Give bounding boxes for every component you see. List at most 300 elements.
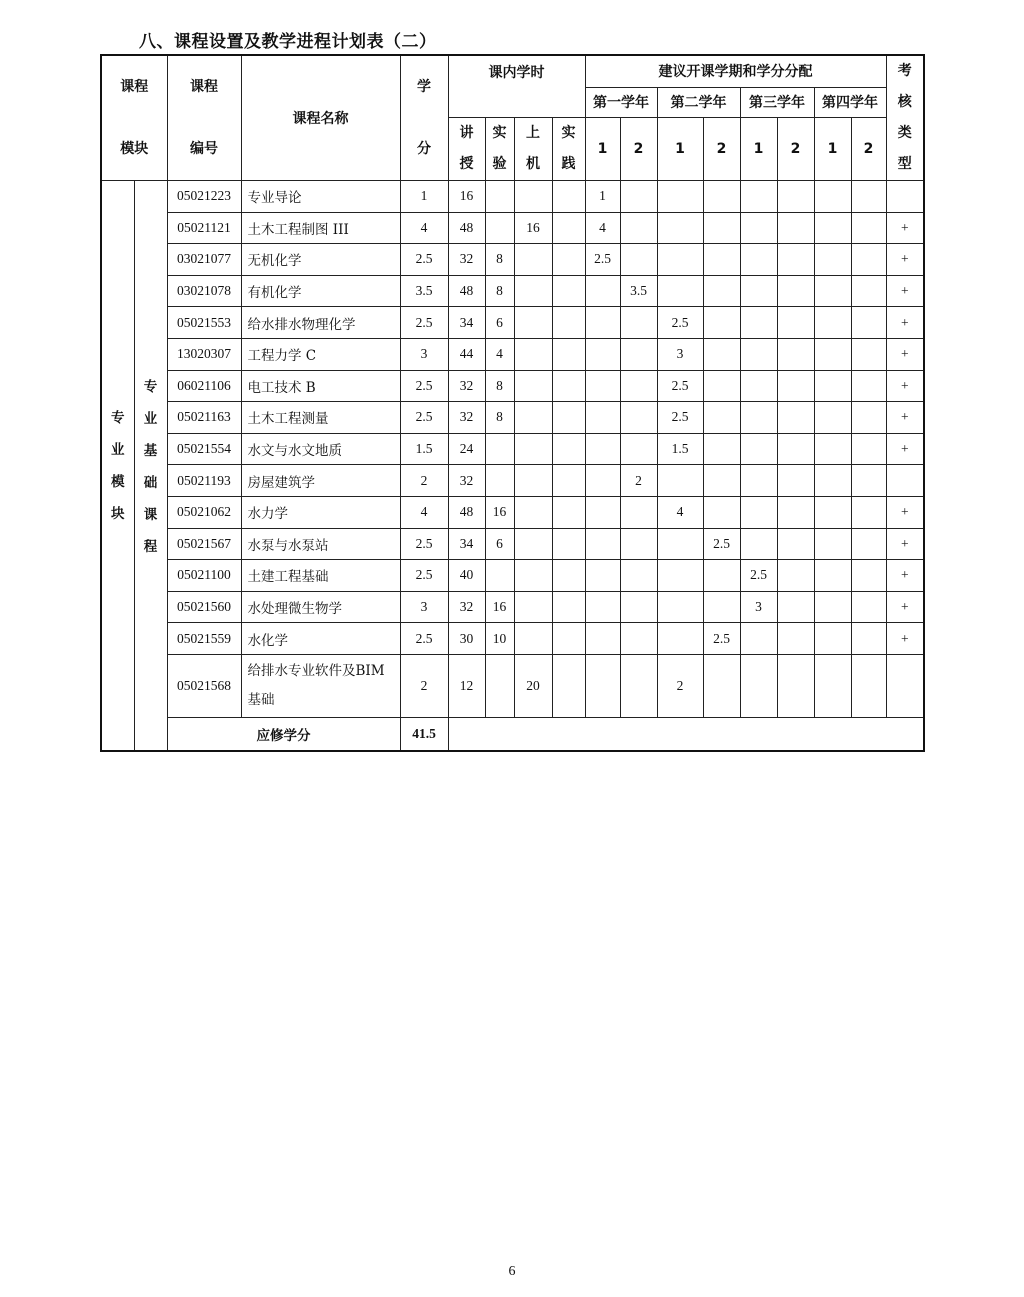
header-term: 2 [703,117,740,180]
header-name: 课程名称 [241,55,400,181]
header-term: 1 [585,117,620,180]
course-name: 有机化学 [241,275,400,307]
hours-practice [552,402,585,434]
term-credit [814,654,851,717]
term-credit: 1.5 [657,433,703,465]
term-credit [657,591,703,623]
hours-practice [552,654,585,717]
hours-practice [552,591,585,623]
header-lecture: 讲 授 [448,117,485,180]
table-row [101,433,924,465]
hours-computer [514,275,552,307]
course-code: 05021559 [167,623,241,655]
course-name: 给排水专业软件及BIM 基础 [241,654,400,717]
table-row [101,307,924,339]
term-credit [777,591,814,623]
course-credit: 1.5 [400,433,448,465]
term-credit [585,591,620,623]
header-year-4: 第四学年 [814,87,886,117]
hours-lab: 8 [485,370,514,402]
term-credit [740,212,777,244]
term-credit [657,528,703,560]
term-credit [657,560,703,592]
hours-lab: 4 [485,338,514,370]
course-credit: 3 [400,338,448,370]
term-credit [703,496,740,528]
term-credit [851,560,886,592]
hours-lab: 6 [485,528,514,560]
course-name: 水泵与水泵站 [241,528,400,560]
table-row [101,654,924,717]
course-credit: 2.5 [400,560,448,592]
hours-lecture: 32 [448,465,485,497]
term-credit: 3.5 [620,275,657,307]
hours-practice [552,528,585,560]
hours-practice [552,181,585,213]
hours-computer [514,623,552,655]
hours-computer: 20 [514,654,552,717]
term-credit [814,528,851,560]
course-name: 土木工程测量 [241,402,400,434]
term-credit [814,402,851,434]
term-credit [777,370,814,402]
term-credit [585,654,620,717]
hours-practice [552,370,585,402]
term-credit [740,307,777,339]
hours-lab: 16 [485,591,514,623]
term-credit [657,275,703,307]
term-credit [814,623,851,655]
hours-computer [514,244,552,276]
course-name: 专业导论 [241,181,400,213]
term-credit [777,338,814,370]
term-credit [740,496,777,528]
hours-practice [552,560,585,592]
hours-computer [514,465,552,497]
course-code: 05021100 [167,560,241,592]
term-credit [585,433,620,465]
term-credit [703,212,740,244]
course-code: 05021567 [167,528,241,560]
course-code: 13020307 [167,338,241,370]
term-credit [585,528,620,560]
term-credit [585,496,620,528]
header-year-2: 第二学年 [657,87,740,117]
term-credit [851,212,886,244]
term-credit [740,181,777,213]
term-credit: 3 [740,591,777,623]
table-row [101,465,924,497]
term-credit [620,244,657,276]
hours-lab [485,465,514,497]
term-credit [814,275,851,307]
hours-practice [552,623,585,655]
term-credit [585,275,620,307]
term-credit: 2.5 [585,244,620,276]
total-label: 应修学分 [167,717,400,751]
header-practice: 实 践 [552,117,585,180]
exam-type: + [886,212,924,244]
hours-practice [552,433,585,465]
hours-lab [485,212,514,244]
term-credit [777,496,814,528]
term-credit [740,338,777,370]
hours-lecture: 34 [448,528,485,560]
term-credit: 2.5 [657,370,703,402]
term-credit [814,244,851,276]
header-computer: 上 机 [514,117,552,180]
term-credit [740,370,777,402]
term-credit [851,370,886,402]
table-row [101,496,924,528]
page-title: 八、课程设置及教学进程计划表（二） [139,32,437,52]
table-row [101,212,924,244]
term-credit [851,244,886,276]
course-credit: 3 [400,591,448,623]
term-credit [777,465,814,497]
term-credit [620,654,657,717]
hours-practice [552,244,585,276]
course-name: 水力学 [241,496,400,528]
term-credit [740,623,777,655]
course-code: 05021121 [167,212,241,244]
hours-computer [514,307,552,339]
hours-computer [514,402,552,434]
exam-type: + [886,244,924,276]
hours-lab: 8 [485,402,514,434]
course-credit: 4 [400,496,448,528]
header-term: 2 [620,117,657,180]
term-credit [777,181,814,213]
term-credit [585,402,620,434]
course-credit: 1 [400,181,448,213]
term-credit [851,402,886,434]
hours-practice [552,338,585,370]
hours-lecture: 30 [448,623,485,655]
term-credit [814,496,851,528]
hours-computer [514,181,552,213]
hours-lab: 6 [485,307,514,339]
course-name: 无机化学 [241,244,400,276]
exam-type: + [886,433,924,465]
term-credit [740,402,777,434]
term-credit [657,244,703,276]
term-credit: 2.5 [657,402,703,434]
term-credit [703,433,740,465]
header-credit: 学 分 [400,55,448,181]
total-remainder [448,717,924,751]
hours-computer: 16 [514,212,552,244]
hours-lecture: 32 [448,402,485,434]
term-credit [703,307,740,339]
term-credit [740,654,777,717]
term-credit [703,654,740,717]
hours-computer [514,528,552,560]
course-name: 工程力学 C [241,338,400,370]
course-code: 03021078 [167,275,241,307]
term-credit [777,623,814,655]
course-code: 05021223 [167,181,241,213]
term-credit [657,181,703,213]
exam-type [886,465,924,497]
course-name: 给水排水物理化学 [241,307,400,339]
term-credit [703,402,740,434]
term-credit [585,370,620,402]
course-code: 05021062 [167,496,241,528]
header-term: 2 [777,117,814,180]
course-code: 03021077 [167,244,241,276]
header-term: 1 [740,117,777,180]
hours-computer [514,591,552,623]
term-credit [585,338,620,370]
hours-computer [514,560,552,592]
header-hours-group: 课内学时 [448,55,585,117]
table-row [101,528,924,560]
term-credit [657,212,703,244]
course-name: 水化学 [241,623,400,655]
course-credit: 3.5 [400,275,448,307]
hours-practice [552,275,585,307]
exam-type: + [886,496,924,528]
hours-lecture: 48 [448,212,485,244]
total-credit: 41.5 [400,717,448,751]
term-credit [620,528,657,560]
hours-lecture: 12 [448,654,485,717]
term-credit [620,560,657,592]
hours-lecture: 48 [448,275,485,307]
course-code: 05021553 [167,307,241,339]
hours-practice [552,496,585,528]
hours-computer [514,370,552,402]
term-credit [703,591,740,623]
term-credit [703,244,740,276]
header-term: 1 [814,117,851,180]
hours-lab [485,654,514,717]
hours-lab: 8 [485,275,514,307]
exam-type: + [886,560,924,592]
course-credit: 2 [400,465,448,497]
exam-type: + [886,591,924,623]
term-credit [777,212,814,244]
term-credit [814,338,851,370]
term-credit [703,275,740,307]
term-credit [814,591,851,623]
term-credit [740,528,777,560]
term-credit [703,338,740,370]
term-credit [740,433,777,465]
header-code: 课程 编号 [167,55,241,181]
term-credit: 4 [657,496,703,528]
term-credit [585,623,620,655]
course-code: 05021193 [167,465,241,497]
table-row [101,338,924,370]
table-row [101,402,924,434]
term-credit: 2.5 [740,560,777,592]
term-credit [851,338,886,370]
hours-practice [552,307,585,339]
term-credit [814,560,851,592]
term-credit [851,528,886,560]
header-year-3: 第三学年 [740,87,814,117]
term-credit [851,181,886,213]
term-credit [703,465,740,497]
term-credit [620,370,657,402]
term-credit [620,591,657,623]
course-credit: 2.5 [400,623,448,655]
header-exam-type: 考 核 类 型 [886,55,924,181]
exam-type [886,181,924,213]
term-credit [851,623,886,655]
term-credit [814,212,851,244]
hours-computer [514,496,552,528]
term-credit [703,181,740,213]
term-credit [703,370,740,402]
course-code: 05021568 [167,654,241,717]
term-credit [620,181,657,213]
course-credit: 2.5 [400,402,448,434]
hours-lecture: 16 [448,181,485,213]
table-row [101,244,924,276]
term-credit [777,402,814,434]
hours-lecture: 44 [448,338,485,370]
term-credit [777,307,814,339]
course-name: 房屋建筑学 [241,465,400,497]
course-name: 土建工程基础 [241,560,400,592]
hours-lecture: 32 [448,244,485,276]
table-row [101,370,924,402]
term-credit [851,275,886,307]
hours-lab [485,560,514,592]
hours-computer [514,338,552,370]
term-credit [777,654,814,717]
exam-type: + [886,307,924,339]
exam-type: + [886,623,924,655]
term-credit [777,275,814,307]
hours-lecture: 32 [448,370,485,402]
term-credit [777,244,814,276]
course-code: 05021554 [167,433,241,465]
exam-type: + [886,528,924,560]
table-row [101,181,924,213]
course-credit: 2.5 [400,244,448,276]
exam-type: + [886,402,924,434]
term-credit [620,402,657,434]
term-credit [851,496,886,528]
hours-lab: 16 [485,496,514,528]
term-credit [585,465,620,497]
term-credit: 3 [657,338,703,370]
term-credit [814,307,851,339]
term-credit [740,275,777,307]
hours-lab: 10 [485,623,514,655]
page-number: 6 [508,1264,516,1279]
term-credit [620,496,657,528]
term-credit [585,307,620,339]
term-credit [657,465,703,497]
course-credit: 4 [400,212,448,244]
term-credit [814,181,851,213]
term-credit [620,338,657,370]
table-row [101,623,924,655]
course-code: 06021106 [167,370,241,402]
course-credit: 2.5 [400,370,448,402]
term-credit [585,560,620,592]
hours-practice [552,212,585,244]
term-credit [777,560,814,592]
category-label: 专 业 基 础 课 程 [134,181,167,752]
course-code: 05021560 [167,591,241,623]
header-year-1: 第一学年 [585,87,657,117]
hours-lecture: 48 [448,496,485,528]
table-row [101,591,924,623]
course-credit: 2.5 [400,307,448,339]
term-credit: 2 [620,465,657,497]
course-name: 水文与水文地质 [241,433,400,465]
term-credit [657,623,703,655]
total-row [101,717,924,751]
hours-lecture: 24 [448,433,485,465]
header-module: 课程 模块 [101,55,167,181]
hours-practice [552,465,585,497]
term-credit [814,465,851,497]
term-credit [777,433,814,465]
term-credit [740,244,777,276]
term-credit [814,433,851,465]
exam-type [886,654,924,717]
term-credit [851,433,886,465]
course-credit: 2 [400,654,448,717]
hours-lecture: 32 [448,591,485,623]
term-credit [740,465,777,497]
header-lab: 实 验 [485,117,514,180]
term-credit [620,212,657,244]
hours-computer [514,433,552,465]
course-name: 水处理微生物学 [241,591,400,623]
term-credit [851,465,886,497]
term-credit: 2.5 [657,307,703,339]
exam-type: + [886,338,924,370]
course-name: 土木工程制图 III [241,212,400,244]
exam-type: + [886,370,924,402]
term-credit: 2.5 [703,623,740,655]
header-term: 1 [657,117,703,180]
course-code: 05021163 [167,402,241,434]
term-credit [851,591,886,623]
term-credit [777,528,814,560]
term-credit [851,654,886,717]
header-term: 2 [851,117,886,180]
term-credit [851,307,886,339]
term-credit [814,370,851,402]
module-label: 专 业 模 块 [101,181,134,752]
course-plan-table [100,54,925,752]
table-row [101,275,924,307]
hours-lab: 8 [485,244,514,276]
course-name: 电工技术 B [241,370,400,402]
table-row [101,560,924,592]
hours-lab [485,181,514,213]
hours-lecture: 34 [448,307,485,339]
exam-type: + [886,275,924,307]
header-semester-group: 建议开课学期和学分分配 [585,55,886,87]
term-credit: 2 [657,654,703,717]
hours-lecture: 40 [448,560,485,592]
term-credit [620,623,657,655]
term-credit: 4 [585,212,620,244]
hours-lab [485,433,514,465]
course-credit: 2.5 [400,528,448,560]
term-credit [703,560,740,592]
